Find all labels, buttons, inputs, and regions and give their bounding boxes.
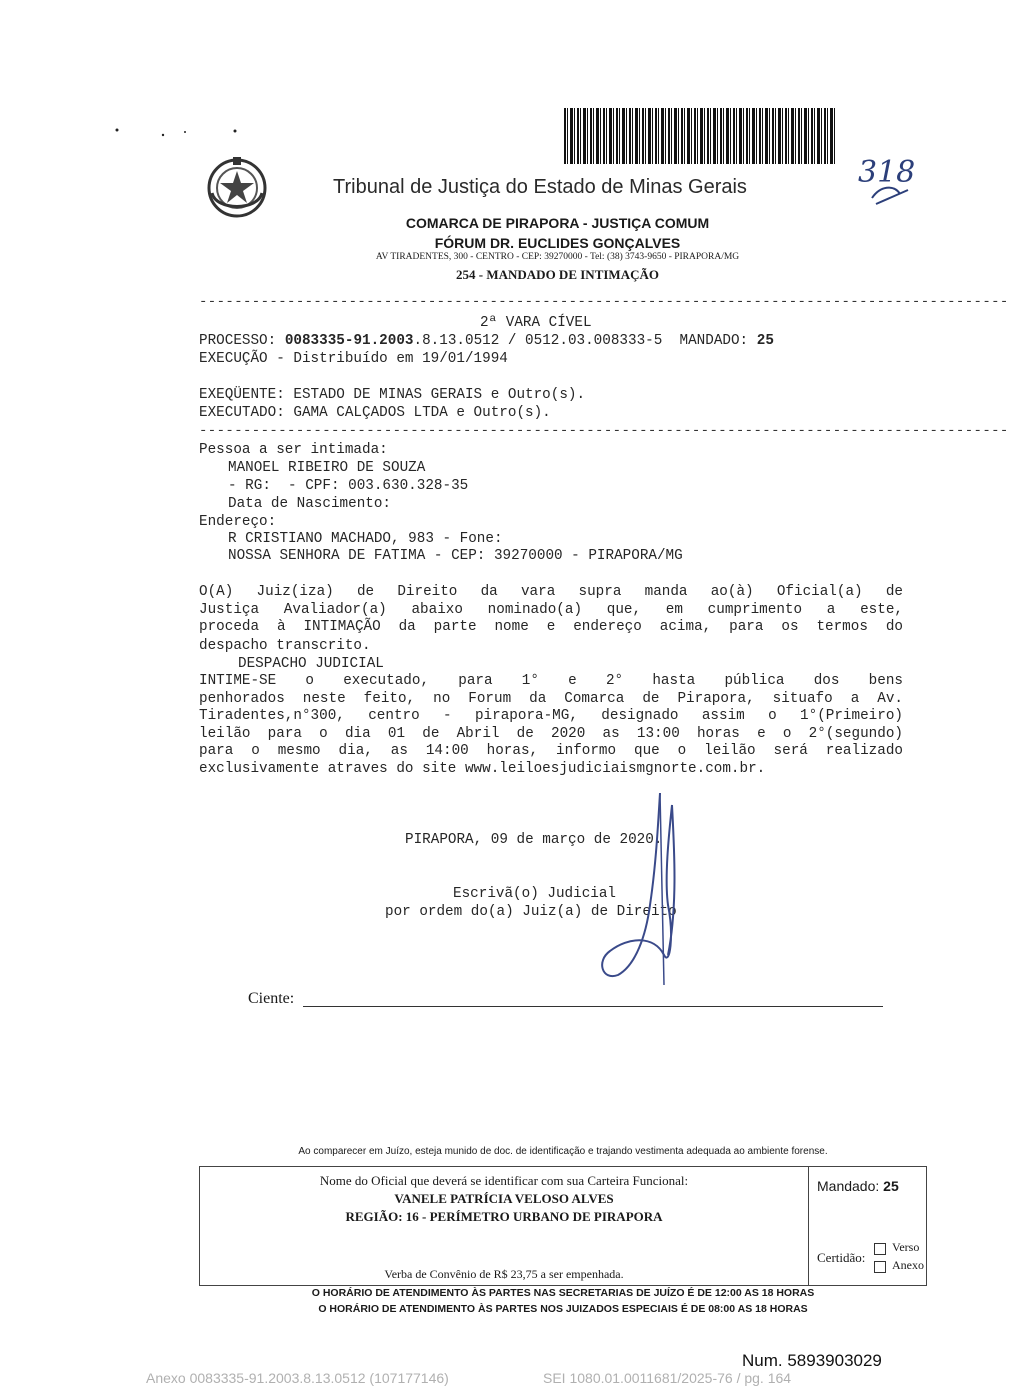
person-birth: Data de Nascimento:: [228, 496, 392, 512]
divider-mid: --------------------------------------------------------------------------------------------: [199, 423, 1009, 439]
mandado-number: 25: [756, 333, 774, 349]
person-name: MANOEL RIBEIRO DE SOUZA: [228, 460, 426, 476]
footer-mandado: [817, 1178, 899, 1194]
officer-box-divider: [808, 1166, 809, 1286]
mandate-paragraph: [199, 584, 903, 637]
despacho-paragraph: [199, 673, 903, 761]
comarca: COMARCA DE PIRAPORA - JUSTIÇA COMUM: [405, 215, 710, 231]
verso-checkbox[interactable]: [874, 1243, 886, 1255]
ciente-line: [303, 1006, 883, 1007]
anexo-reference: Anexo 0083335-91.2003.8.13.0512 (107177146): [146, 1370, 449, 1386]
exequente: EXEQÜENTE: ESTADO DE MINAS GERAIS e Outro(s).: [199, 387, 586, 403]
court-address: AV TIRADENTES, 300 - CENTRO - CEP: 39270000 - Tel: (38) 3743-9650 - PIRAPORA/MG: [375, 252, 740, 262]
mandate-last-line: despacho transcrito.: [199, 638, 371, 654]
footer-mandado-label: Mandado:: [817, 1178, 880, 1194]
processo-rest: .8.13.0512 / 0512.03.008333-5: [413, 333, 663, 349]
execucao: EXECUÇÃO - Distribuído em 19/01/1994: [199, 351, 508, 367]
handwritten-page-number: [850, 140, 930, 220]
despacho-line: leilão para o dia 01 de Abril de 2020 as 13:00 horas e o 2°(segundo): [199, 725, 903, 742]
sei-reference: SEI 1080.01.0011681/2025-76 / pg. 164: [543, 1370, 792, 1386]
despacho-line: INTIME-SE o executado, para 1° e 2° hasta pública dos bens: [199, 673, 903, 689]
vara: 2ª VARA CÍVEL: [480, 315, 592, 331]
despacho-heading: DESPACHO JUDICIAL: [238, 656, 384, 672]
handwritten-signature: [588, 785, 698, 985]
barcode: [564, 108, 836, 164]
executado: EXECUTADO: GAMA CALÇADOS LTDA e Outro(s).: [199, 405, 551, 421]
attire-notice: Ao comparecer em Juízo, esteja munido de doc. de identificação e trajando vestimenta adequada ao ambiente forense.: [298, 1146, 828, 1157]
address-city: NOSSA SENHORA DE FATIMA - CEP: 39270000 - PIRAPORA/MG: [228, 548, 683, 564]
handwritten-page-text: 318: [858, 155, 916, 190]
divider-top: --------------------------------------------------------------------------------------------: [199, 294, 1009, 310]
document-num: Num. 5893903029: [742, 1351, 882, 1370]
ciente-label: Ciente:: [248, 990, 295, 1007]
certidao-label: Certidão:: [817, 1250, 866, 1265]
signer-role: Escrivã(o) Judicial: [453, 886, 617, 902]
verba: Verba de Convênio de R$ 23,75 a ser empenhada.: [384, 1267, 624, 1281]
document-title: 254 - MANDADO DE INTIMAÇÃO: [456, 267, 659, 282]
mandado-label: MANDADO:: [679, 333, 749, 349]
officer-label: Nome do Oficial que deverá se identificar com sua Carteira Funcional:: [319, 1173, 689, 1188]
verso-label: Verso: [892, 1240, 920, 1254]
person-ids: - RG: - CPF: 003.630.328-35: [228, 478, 469, 494]
despacho-last-line: exclusivamente atraves do site www.leiloesjudiciaismgnorte.com.br.: [199, 761, 766, 777]
mandate-line: Justiça Avaliador(a) abaixo nominado(a) que, em cumprimento a este,: [199, 601, 903, 618]
despacho-line: penhorados neste feito, no Forum da Comarca de Pirapora, situafo a Av.: [199, 690, 903, 707]
despacho-line: para o mesmo dia, as 14:00 horas, informo que o leilão será realizado: [199, 743, 903, 759]
place-date: PIRAPORA, 09 de março de 2020.: [405, 832, 663, 848]
address-street: R CRISTIANO MACHADO, 983 - Fone:: [228, 531, 503, 547]
forum: FÓRUM DR. EUCLIDES GONÇALVES: [434, 235, 681, 251]
address-label: Endereço:: [199, 514, 277, 530]
coat-of-arms-icon: [202, 153, 272, 223]
person-heading: Pessoa a ser intimada:: [199, 442, 388, 458]
officer-name: VANELE PATRÍCIA VELOSO ALVES: [394, 1191, 614, 1206]
anexo-label: Anexo: [892, 1258, 924, 1272]
processo-line: [199, 333, 774, 349]
officer-region: REGIÃO: 16 - PERÍMETRO URBANO DE PIRAPORA: [345, 1209, 663, 1224]
court-name: Tribunal de Justiça do Estado de Minas Gerais: [333, 176, 747, 198]
footer-mandado-number: 25: [883, 1178, 899, 1194]
anexo-checkbox[interactable]: [874, 1261, 886, 1273]
despacho-line: Tiradentes,n°300, centro - pirapora-MG, designado assim o 1°(Primeiro): [199, 708, 903, 724]
mandate-line: proceda à INTIMAÇÃO da parte nome e endereço acima, para os termos do: [199, 619, 903, 635]
mandate-line: O(A) Juiz(iza) de Direito da vara supra manda ao(à) Oficial(a) de: [199, 584, 903, 600]
hours-secretarias: O HORÁRIO DE ATENDIMENTO ÀS PARTES NAS SECRETARIAS DE JUÍZO É DE 12:00 AS 18 HORAS: [311, 1287, 815, 1299]
signer-authority: por ordem do(a) Juiz(a) de Direito: [385, 904, 677, 920]
stray-marks: [115, 126, 240, 140]
processo-number: 0083335-91.2003: [284, 333, 414, 349]
hours-juizados: O HORÁRIO DE ATENDIMENTO ÀS PARTES NOS JUIZADOS ESPECIAIS É DE 08:00 AS 18 HORAS: [318, 1303, 808, 1315]
processo-label: PROCESSO:: [199, 333, 277, 349]
